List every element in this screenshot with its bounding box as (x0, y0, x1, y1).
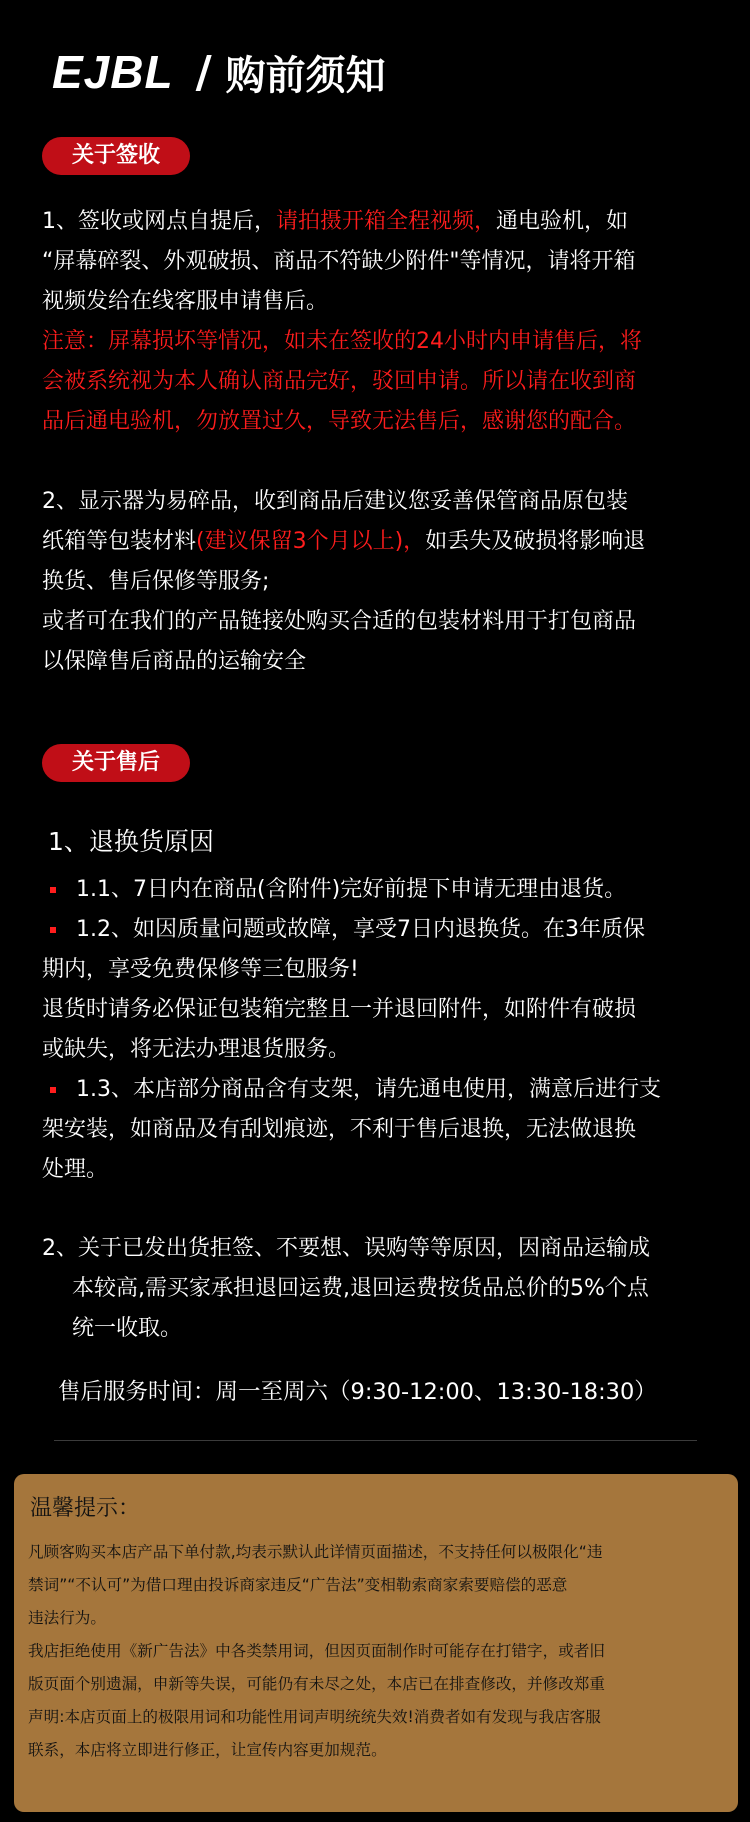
notice-title: 温馨提示： (30, 1496, 141, 1521)
header-divider: / (195, 46, 212, 98)
section-label-sign: 关于签收 (42, 137, 190, 175)
sign-p2-line: 2、显示器为易碎品，收到商品后建议您妥善保管商品原包装 (42, 489, 628, 514)
return-reasons-heading: 1、退换货原因 (48, 827, 214, 856)
brand-logo: EJBL (52, 46, 174, 98)
sign-warning-line: 品后通电验机，勿放置过久，导致无法售后，感谢您的配合。 (42, 409, 637, 434)
list-item-continuation: 期内，享受免费保修等三包服务! (42, 957, 359, 982)
list-item: 1.2、如因质量问题或故障，享受7日内退换货。在3年质保 (42, 910, 722, 950)
sign-warning-line: 会被系统视为本人确认商品完好，驳回申请。所以请在收到商 (42, 369, 637, 394)
notice-line: 禁词”“不认可”为借口理由投诉商家违反“广告法”变相勒索商家索要赔偿的恶意 (28, 1576, 568, 1594)
return-note-line: 或缺失，将无法办理退货服务。 (42, 1037, 351, 1062)
list-item-continuation: 架安装，如商品及有刮划痕迹，不利于售后退换，无法做退换 (42, 1117, 637, 1142)
item-2-line: 本较高,需买家承担退回运费,退回运费按货品总价的5%个点 (72, 1276, 649, 1301)
list-item: 1.3、本店部分商品含有支架，请先通电使用，满意后进行支 (42, 1070, 722, 1110)
sign-p2-line: 纸箱等包装材料(建议保留3个月以上)，如丢失及破损将影响退 (42, 529, 646, 554)
list-item-continuation: 处理。 (42, 1157, 109, 1182)
after-sales-item-2 (42, 1229, 722, 1349)
sign-p2-line: 换货、售后保修等服务; (42, 569, 270, 594)
notice-line: 联系，本店将立即进行修正，让宣传内容更加规范。 (28, 1741, 387, 1759)
bullet-icon (50, 1087, 56, 1093)
sign-p1-line: “屏幕碎裂、外观破损、商品不符缺少附件"等情况，请将开箱 (42, 249, 636, 274)
item-2-line: 2、关于已发出货拒签、不要想、误购等等原因，因商品运输成 (42, 1236, 650, 1261)
bullet-icon (50, 887, 56, 893)
page-header (52, 42, 386, 102)
page-title: 购前须知 (225, 52, 386, 99)
sign-warning-line: 注意：屏幕损坏等情况，如未在签收的24小时内申请售后，将 (42, 329, 642, 354)
service-hours: 售后服务时间：周一至周六（9:30-12:00、13:30-18:30） (58, 1379, 657, 1405)
section-divider (54, 1440, 697, 1441)
sign-p1-line: 视频发给在线客服申请售后。 (42, 289, 329, 314)
notice-line: 违法行为。 (28, 1609, 106, 1627)
sign-paragraph-1 (42, 202, 722, 442)
notice-line: 凡顾客购买本店产品下单付款,均表示默认此详情页面描述，不支持任何以极限化“违 (28, 1543, 603, 1561)
notice-line: 版页面个别遗漏，申新等失误，可能仍有未尽之处，本店已在排查修改，并修改郑重 (28, 1675, 605, 1693)
notice-box (14, 1474, 738, 1812)
item-2-line: 统一收取。 (72, 1316, 183, 1341)
notice-line: 声明:本店页面上的极限用词和功能性用词声明统统失效!消费者如有发现与我店客服 (28, 1708, 601, 1726)
section-label-after-sales: 关于售后 (42, 744, 190, 782)
notice-line: 我店拒绝使用《新广告法》中各类禁用词，但因页面制作时可能存在打错字，或者旧 (28, 1642, 605, 1660)
bullet-icon (50, 927, 56, 933)
sign-paragraph-2 (42, 482, 722, 682)
after-sales-items (42, 870, 722, 1190)
sign-p2-line: 或者可在我们的产品链接处购买合适的包装材料用于打包商品 (42, 609, 637, 634)
sign-p1-line: 1、签收或网点自提后，请拍摄开箱全程视频，通电验机，如 (42, 209, 629, 234)
notice-body (28, 1536, 732, 1767)
list-item: 1.1、7日内在商品(含附件)完好前提下申请无理由退货。 (42, 870, 722, 910)
return-note-line: 退货时请务必保证包装箱完整且一并退回附件，如附件有破损 (42, 997, 637, 1022)
sign-p2-line: 以保障售后商品的运输安全 (42, 649, 307, 674)
